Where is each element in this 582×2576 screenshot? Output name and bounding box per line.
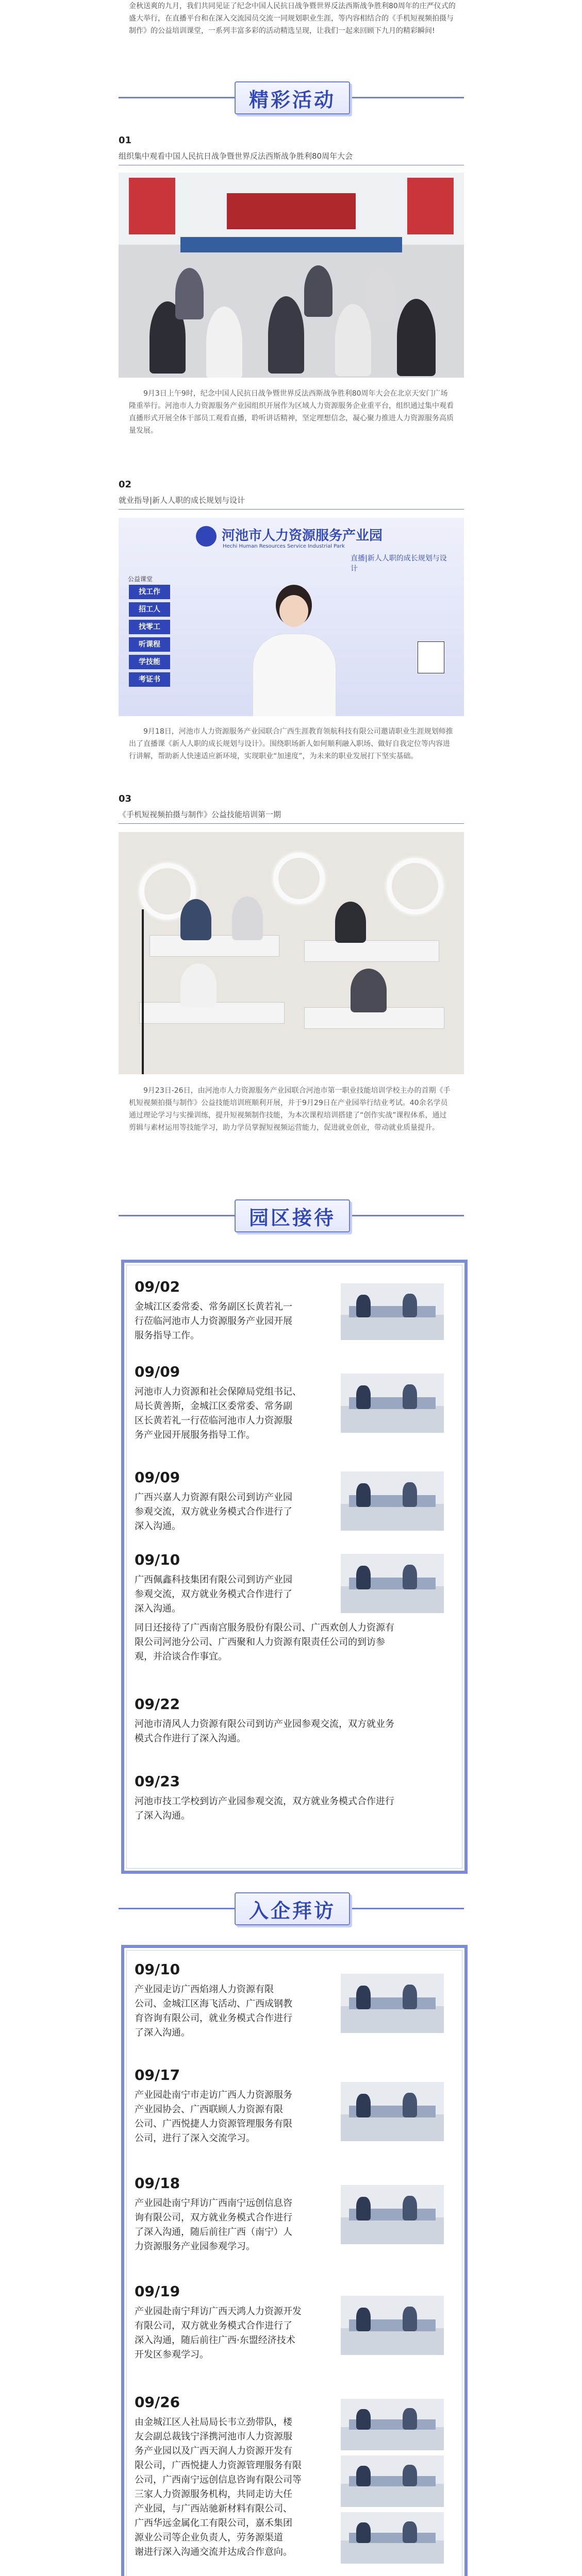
speaker-figure <box>253 585 335 716</box>
item-text <box>135 1717 394 1746</box>
item-text <box>135 1385 302 1443</box>
item-text-line: 了深入沟通。 <box>135 2027 190 2038</box>
audience-person <box>206 307 242 378</box>
banner-line-right <box>348 1908 464 1909</box>
reception-item <box>135 1551 444 1618</box>
reception-panel <box>121 1260 468 1874</box>
section-title-activities: 精彩活动 <box>235 81 350 114</box>
item-photo <box>341 1374 444 1433</box>
item-date: 09/09 <box>135 1469 180 1486</box>
item-text-line: 源业公司等企业负责人，劳务源渠道 <box>135 2532 283 2543</box>
item-text-line: 友会副总裁钱宁泽携河池市人力资源服 <box>135 2431 292 2442</box>
activity-video-screenshot[interactable] <box>119 518 464 716</box>
video-menu-item: 找工作 <box>129 585 170 599</box>
banner-line-left <box>119 1908 235 1909</box>
activity-divider <box>119 823 464 824</box>
item-text-line: 广西佩鑫科技集团有限公司到访产业园 <box>135 1574 292 1585</box>
item-date: 09/10 <box>135 1551 180 1568</box>
activity-title: 就业指导|新人人职的成长规划与设计 <box>119 496 245 505</box>
reception-item <box>135 1278 444 1345</box>
activity-divider <box>119 509 464 510</box>
section-banner-activities <box>0 77 582 118</box>
activity-number: 01 <box>119 135 132 146</box>
item-text-line: 限公司河池分公司、广西聚和人力资源有限责任公司的到访参 <box>135 1637 385 1648</box>
item-text-line: 河池市清风人力资源有限公司到访产业园参观交流，双方就业务 <box>135 1719 394 1730</box>
item-photo <box>341 2185 444 2244</box>
item-photo <box>341 2082 444 2141</box>
item-photo <box>341 2512 444 2564</box>
item-text <box>135 1621 394 1664</box>
section-banner-reception <box>0 1195 582 1236</box>
item-photo <box>341 1283 444 1340</box>
item-text-line: 育咨询有限公司，就业务模式合作进行 <box>135 2013 292 2024</box>
photo-table <box>180 237 402 252</box>
video-menu-item: 听课程 <box>129 637 170 652</box>
visit-item <box>135 2175 444 2262</box>
item-text-line: 产业园，与广西站驰新材料有限公司、 <box>135 2503 292 2514</box>
activity-title: 组织集中观看中国人民抗日战争暨世界反法西斯战争胜利80周年大会 <box>119 151 353 161</box>
participant-person <box>351 969 387 1012</box>
item-photo <box>341 1974 444 2033</box>
item-text-line: 参观交流，双方就业务模式合作进行了 <box>135 1506 292 1517</box>
item-text-line: 服务指导工作。 <box>135 1330 199 1341</box>
participant-person <box>232 896 263 940</box>
item-text-line: 有限公司，双方就业务模式合作进行了 <box>135 2320 292 2331</box>
item-text-line: 行莅临河池市人力资源服务产业园开展 <box>135 1316 292 1327</box>
activity-title: 《手机短视频拍摄与制作》公益技能培训第一期 <box>119 810 281 819</box>
photo-flag <box>407 178 454 234</box>
activity-photo-workshop <box>119 832 464 1074</box>
activity-number: 02 <box>119 479 132 490</box>
item-text-line: 限公司，广西悦捷人力资源管理服务有限 <box>135 2460 302 2471</box>
item-text-line: 公司，进行了深入交流学习。 <box>135 2133 255 2144</box>
reception-item <box>135 1773 444 1835</box>
activity-description: 9月18日，河池市人力资源服务产业园联合广西生涯教育领航科技有限公司邀请职业生涯规划师推出了直播课《新人人职的成长规划与设计》。围绕职场新人如何顺利融入职场、做好自我定位等内容进行讲解，帮助新人快速适应新环境，实现职业“加速度”，为未来的职业发展打下坚实基础。 <box>129 727 453 760</box>
item-date: 09/23 <box>135 1773 180 1790</box>
item-text-line: 了深入沟通，随后前往广西（南宁）人 <box>135 2227 292 2238</box>
item-text-line: 产业园赴南宁拜访广西南宁远创信息咨 <box>135 2198 292 2209</box>
item-text-line: 务产业园开展服务指导工作。 <box>135 1430 255 1440</box>
item-text-line: 广西华远金属化工有限公司，嘉禾集团 <box>135 2518 292 2529</box>
audience-person <box>366 268 394 319</box>
item-text <box>135 2196 292 2254</box>
item-text-line: 三家人力资源服务机构，共同走访大任 <box>135 2489 292 2500</box>
banner-line-left <box>119 1215 235 1216</box>
item-text <box>135 1794 394 1823</box>
item-photo <box>341 2399 444 2450</box>
item-text-line: 由金城江区人社局局长韦立劲带队，楼 <box>135 2417 292 2428</box>
item-date: 09/09 <box>135 1363 180 1380</box>
video-park-name-en: Hechi Human Resources Service Industrial Park <box>223 544 345 549</box>
item-date: 09/19 <box>135 2283 180 2300</box>
banner-line-left <box>119 97 235 98</box>
activity-number: 03 <box>119 793 132 804</box>
photo-screen <box>227 193 356 229</box>
item-text-line: 深入沟通。 <box>135 1603 181 1614</box>
item-date: 09/17 <box>135 2066 180 2083</box>
item-text <box>135 2415 302 2560</box>
video-subtitle: 直播|新人人职的成长规划与设计 <box>351 554 447 573</box>
video-menu-item: 学技能 <box>129 655 170 669</box>
visit-item <box>135 2283 444 2370</box>
ring-light <box>273 853 325 904</box>
item-text-line: 观，并洽谈合作事宜。 <box>135 1651 227 1662</box>
qr-code-icon <box>418 641 444 673</box>
photo-flag <box>129 178 175 234</box>
item-text-line: 深入沟通。 <box>135 1521 181 1532</box>
banner-line-right <box>348 97 464 98</box>
item-text <box>135 1300 292 1343</box>
section-banner-visits <box>0 1888 582 1929</box>
item-text-line: 谢进行深入沟通交流并达成合作意向。 <box>135 2547 292 2557</box>
item-text-line: 产业园赴南宁拜访广西天鸿人力资源开发 <box>135 2306 302 2317</box>
participant-person <box>180 963 217 1007</box>
item-text <box>135 2304 302 2362</box>
video-menu <box>129 585 170 690</box>
item-text-line: 深入沟通，随后前往广西·东盟经济技术 <box>135 2335 295 2346</box>
video-menu-item: 找零工 <box>129 620 170 634</box>
audience-person <box>175 268 204 319</box>
item-date: 09/02 <box>135 1278 180 1295</box>
item-photo <box>341 2455 444 2507</box>
item-date: 09/22 <box>135 1696 180 1713</box>
item-text-line: 产业园协会、广西联顾人力资源有限 <box>135 2104 283 2115</box>
visit-item <box>135 2394 444 2564</box>
item-photo <box>341 2296 444 2355</box>
audience-person <box>268 296 304 374</box>
item-text-line: 开发区参观学习。 <box>135 2349 209 2360</box>
activity-photo-meeting <box>119 173 464 378</box>
item-photo <box>341 1471 444 1531</box>
video-header <box>196 523 454 573</box>
audience-person <box>304 265 332 317</box>
item-text-line: 模式合作进行了深入沟通。 <box>135 1733 246 1744</box>
participant-person <box>335 902 366 943</box>
workshop-table <box>304 940 439 962</box>
section-title-visits: 入企拜访 <box>235 1892 350 1925</box>
activity-description: 9月3日上午9时，纪念中国人民抗日战争暨世界反法西斯战争胜利80周年大会在北京天安门广场隆重举行。河池市人力资源服务产业园组织开展作为区域人力资源服务企业重平台，组织通过集中观看直播形式开展全体干部员工观看直播，聆听讲话精神，坚定理想信念，凝心聚力推进人力资源服务高质量发展。 <box>129 389 454 435</box>
intro-paragraph: 金秋送爽的九月，我们共同见证了纪念中国人民抗日战争暨世界反法西斯战争胜利80周年的庄严仪式的盛大举行，在直播平台和在深入交流园员交流一同规划职业生涯，等内容相结合的《手机短视频拍摄与制作》的公益培训课堂，一系列丰富多彩的活动精选呈现，让我们一起来回顾下九月的精彩瞬间! <box>129 2 456 35</box>
item-text-line: 广西兴嘉人力资源有限公司到访产业园 <box>135 1492 292 1503</box>
park-logo-icon <box>196 526 217 547</box>
audience-person <box>397 299 436 376</box>
item-text-line: 了深入沟通。 <box>135 1810 190 1821</box>
item-text-line: 金城江区委常委、常务副区长黄若礼一 <box>135 1301 292 1312</box>
item-text-line: 同日还接待了广西南宫服务股份有限公司、广西欢创人力资源有 <box>135 1622 394 1633</box>
reception-item <box>135 1621 444 1677</box>
section-title-reception: 园区接待 <box>235 1199 350 1232</box>
item-text <box>135 1982 292 2040</box>
item-text-line: 局长黄善斯，金城江区委常委、常务副 <box>135 1401 292 1412</box>
item-text-line: 河池市人力资源和社会保障局党组书记、 <box>135 1386 302 1397</box>
item-text <box>135 2088 292 2146</box>
item-date: 09/26 <box>135 2394 180 2411</box>
video-menu-title: 公益课堂 <box>128 575 153 583</box>
video-menu-item: 招工人 <box>129 602 170 617</box>
item-text-line: 区长黄若礼一行莅临河池市人力资源服 <box>135 1415 292 1426</box>
ring-light <box>387 858 443 914</box>
item-text-line: 产业园赴南宁市走访广西人力资源服务 <box>135 2090 292 2100</box>
activity-description: 9月23日-26日，由河池市人力资源服务产业园联合河池市第一职业技能培训学校主办的首期《手机短视频拍摄与制作》公益技能培训班顺利开展，并于9月29日在产业园举行结业考试。40余名学员通过理论学习与实操训练，提升短视频制作技能，为本次课程培训搭建了“创作实战”课程体系，通过剪辑与素材运用等技能学习，助力学员掌握短视频运营能力，促进就业创业，带动就业质量提升。 <box>129 1087 451 1132</box>
visit-item <box>135 1961 444 2048</box>
item-text-line: 务产业园以及广西天润人力资源开发有 <box>135 2446 292 2456</box>
item-text-line: 河池市技工学校到访产业园参观交流，双方就业务模式合作进行 <box>135 1796 394 1807</box>
item-text-line: 参观交流，双方就业务模式合作进行了 <box>135 1589 292 1600</box>
item-text-line: 力资源服务产业园参观学习。 <box>135 2241 255 2252</box>
item-date: 09/10 <box>135 1961 180 1978</box>
item-photo <box>341 1554 444 1613</box>
item-text <box>135 1490 292 1534</box>
visits-panel <box>121 1945 468 2576</box>
item-text <box>135 1573 292 1616</box>
item-text-line: 询有限公司，双方就业务模式合作进行 <box>135 2212 292 2223</box>
item-date: 09/18 <box>135 2175 180 2192</box>
visit-item <box>135 2066 444 2154</box>
item-text-line: 公司、金城江区海飞活动、广西成钢教 <box>135 1998 292 2009</box>
reception-item <box>135 1696 444 1757</box>
banner-line-right <box>348 1215 464 1216</box>
participant-person <box>180 899 211 940</box>
item-text-line: 公司，广西南宁远创信息咨询有限公司等 <box>135 2475 302 2485</box>
video-park-name: 河池市人力资源服务产业园 <box>222 528 383 544</box>
video-menu-item: 考证书 <box>129 672 170 687</box>
reception-item <box>135 1469 444 1536</box>
item-text-line: 公司、广西悦捷人力资源管理服务有限 <box>135 2119 292 2129</box>
reception-item <box>135 1363 444 1451</box>
item-text-line: 产业园走访广西焰翊人力资源有限 <box>135 1984 274 1995</box>
